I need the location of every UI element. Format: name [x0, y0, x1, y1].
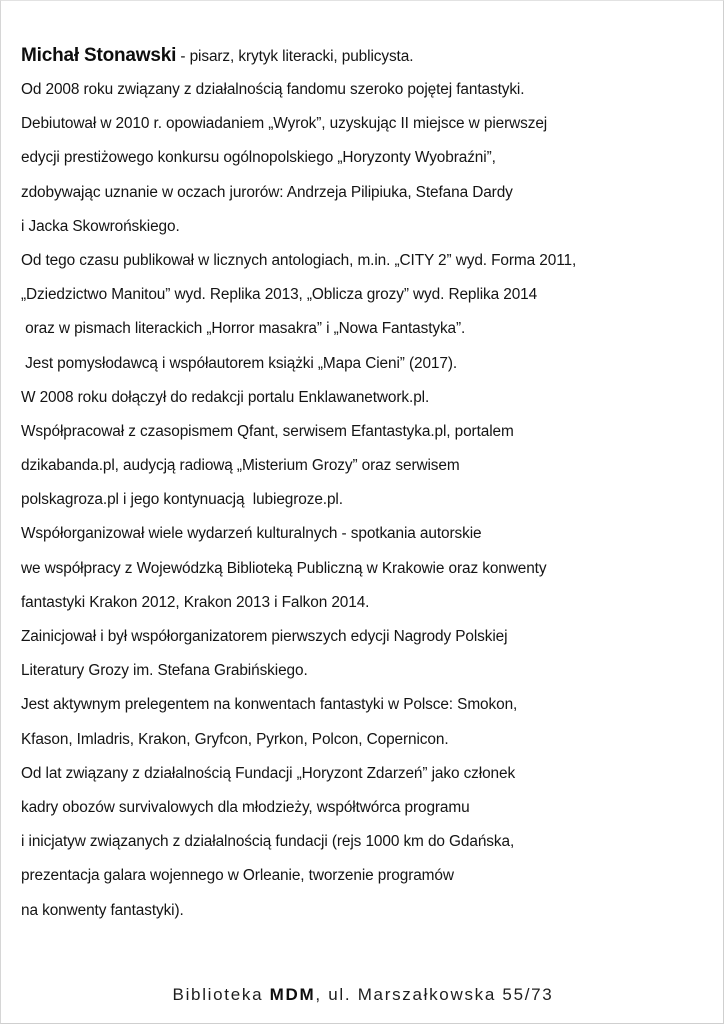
author-tagline: - pisarz, krytyk literacki, publicysta. [176, 48, 414, 65]
bio-line: polskagroza.pl i jego kontynuacją lubiegroze.pl. [21, 491, 343, 509]
bio-line: oraz w pismach literackich „Horror masakra” i „Nowa Fantastyka”. [21, 320, 466, 338]
bio-line: Kfason, Imladris, Krakon, Gryfcon, Pyrkon, Polcon, Copernicon. [21, 730, 449, 748]
author-name: Michał Stonawski [21, 45, 177, 66]
venue-name: MDM [269, 985, 316, 1004]
bio-line: Debiutował w 2010 r. opowiadaniem „Wyrok”, uzyskując II miejsce w pierwszej [21, 115, 548, 133]
bio-line: i inicjatyw związanych z działalnością fundacji (rejs 1000 km do Gdańska, [21, 833, 515, 851]
bio-line: Od tego czasu publikował w licznych antologiach, m.in. „CITY 2” wyd. Forma 2011, [21, 251, 577, 269]
bio-line: W 2008 roku dołączył do redakcji portalu Enklawanetwork.pl. [21, 388, 430, 406]
bio-line: Od lat związany z działalnością Fundacji „Horyzont Zdarzeń” jako członek [21, 764, 516, 782]
footer-prefix: Biblioteka [172, 985, 270, 1004]
bio-line: Zainicjował i był współorganizatorem pierwszych edycji Nagrody Polskiej [21, 628, 508, 645]
venue-footer [1, 985, 724, 1005]
bio-line: Współpracował z czasopismem Qfant, serwisem Efantastyka.pl, portalem [21, 422, 514, 440]
venue-address: , ul. Marszałkowska 55/73 [315, 985, 554, 1004]
bio-line: na konwenty fantastyki). [21, 901, 184, 919]
bio-line: zdobywając uznanie w oczach jurorów: Andrzeja Pilipiuka, Stefana Dardy [21, 183, 513, 201]
bio-line: „Dziedzictwo Manitou” wyd. Replika 2013, „Oblicza grozy” wyd. Replika 2014 [21, 286, 538, 304]
bio-line: Współorganizował wiele wydarzeń kulturalnych - spotkania autorskie [21, 525, 482, 543]
bio-line: fantastyki Krakon 2012, Krakon 2013 i Falkon 2014. [21, 593, 370, 611]
bio-line: Jest aktywnym prelegentem na konwentach fantastyki w Polsce: Smokon, [21, 696, 518, 714]
bio-line: dzikabanda.pl, audycją radiową „Misterium Grozy” oraz serwisem [21, 457, 460, 475]
bio-line: we współpracy z Wojewódzką Biblioteką Publiczną w Krakowie oraz konwenty [21, 559, 547, 577]
bio-line: edycji prestiżowego konkursu ogólnopolskiego „Horyzonty Wyobraźni”, [21, 149, 496, 167]
bio-line: kadry obozów survivalowych dla młodzieży, współtwórca programu [21, 798, 470, 816]
bio-line: i Jacka Skowrońskiego. [21, 217, 180, 235]
bio-line: Od 2008 roku związany z działalnością fandomu szeroko pojętej fantastyki. [21, 81, 525, 98]
biography [21, 41, 721, 928]
bio-line: Jest pomysłodawcą i współautorem książki „Mapa Cieni” (2017). [21, 354, 458, 372]
bio-line: Literatury Grozy im. Stefana Grabińskiego. [21, 662, 308, 680]
bio-line: prezentacja galara wojennego w Orleanie, tworzenie programów [21, 867, 454, 885]
bio-heading [21, 41, 721, 71]
